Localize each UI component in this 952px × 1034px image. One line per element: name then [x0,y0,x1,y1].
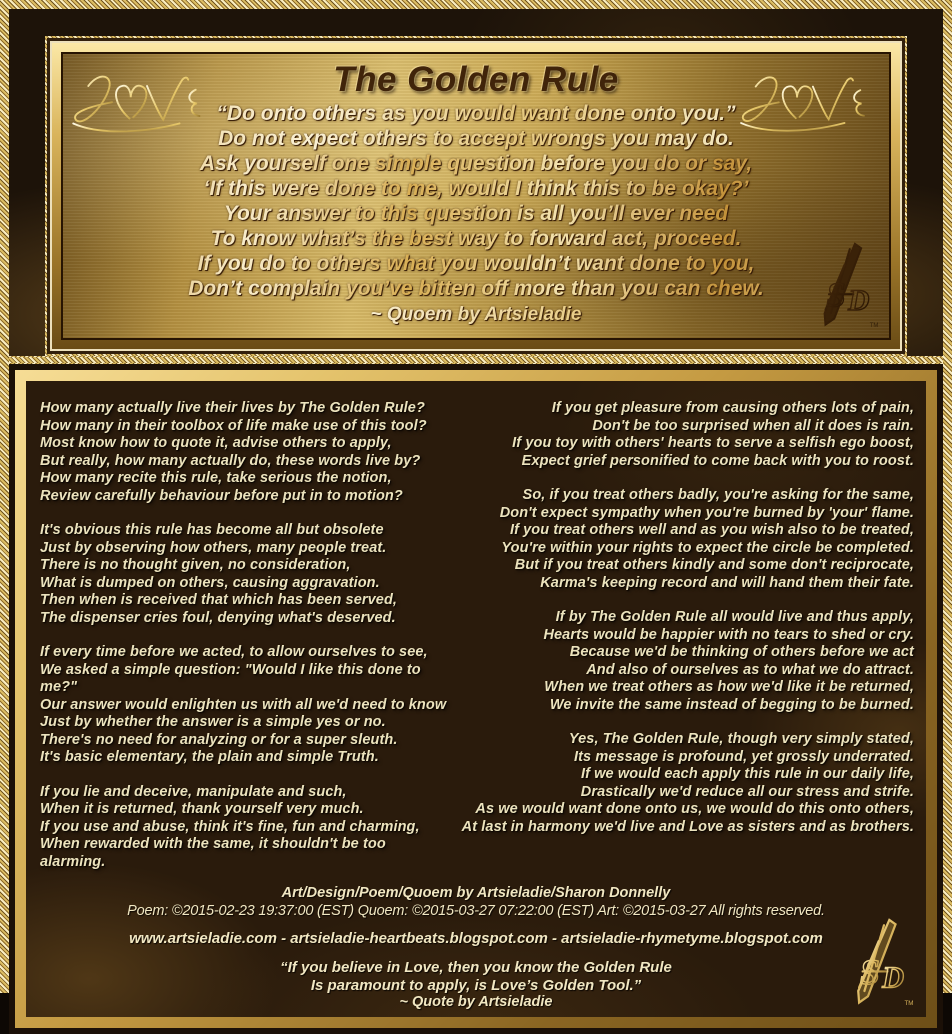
poem-line: Its message is profound, yet grossly underrated. [574,748,914,765]
poem-line: You're within your rights to expect the circle be completed. [501,539,914,556]
poem-column-right [449,400,922,871]
signature-letter-s: S [860,951,880,992]
poem-line: But if you treat others kindly and some don't reciprocate, [514,557,914,573]
footer-credit: Art/Design/Poem/Quoem by Artsieladie/Sharon Donnelly [281,885,671,901]
plaque-gold-frame [52,43,900,349]
stanza [449,609,914,714]
footer-links[interactable]: www.artsieladie.com - artsieladie-heartbeats.blogspot.com - artsieladie-rhymetyme.blogspot.com [129,930,823,947]
poem-line: If you use and abuse, think it's fine, fun and charming, [40,818,420,835]
poem-line: There's no need for analyzing or for a super sleuth. [40,731,398,748]
panel-gold-trim [15,370,937,1028]
signature-trademark: TM [869,323,879,330]
stanza [40,784,449,872]
poem-line: Don’t complain you’ve bitten off more than you can chew. [63,276,889,301]
poem-line: ‘If this were done to me, would I think this to be okay?’ [63,176,889,201]
poem-area [26,381,926,1017]
poem-line: Ask yourself one simple question before you do or say, [63,151,889,176]
signature-trademark: TM [904,1000,914,1008]
poem-line: If you get pleasure from causing others lots of pain, [551,400,914,416]
stanza [449,487,914,592]
poem-line: If you lie and deceive, manipulate and such, [40,783,347,800]
poem-line: Then when is received that which has been served, [40,592,398,608]
signature-letter-d: D [848,284,870,317]
plaque-section [9,9,943,356]
poem-line: If by The Golden Rule all would live and thus apply, [555,609,914,625]
beaded-divider [9,357,943,363]
poem-panel [9,356,943,1034]
poem-line: It's obvious this rule has become all but obsolete [40,522,384,538]
poem-line: Do not expect others to accept wrongs you may do. [63,126,889,151]
quoem-lines [63,101,889,301]
poem-columns [30,400,922,871]
stanza [40,522,449,627]
poem-column-left [30,400,449,871]
poem-line: If you toy with others' hearts to serve a selfish ego boost, [512,435,914,451]
signature-letter-d: D [882,960,905,995]
poem-line: There is no thought given, no consideration, [40,557,351,573]
plaque-face [63,54,889,338]
poem-line: Don't expect sympathy when you're burned by 'your' flame. [499,504,914,521]
stanza [40,644,449,767]
poem-line: If every time before we acted, to allow ourselves to see, [40,644,428,660]
quoem-attribution: ~ Quoem by Artsieladie [63,303,889,327]
poem-line: It's basic elementary, the plain and simple Truth. [40,749,379,765]
artist-signature-icon [836,915,916,1011]
footer-quote-line2: Is paramount to apply, is Love’s Golden Tool.” [310,976,642,994]
poem-line: If you do to others what you wouldn’t want done to you, [63,251,889,276]
poem-line: Just by observing how others, many people treat. [40,539,387,556]
footer-quote-line1: “If you believe in Love, then you know the Golden Rule [280,959,672,976]
poem-line: When rewarded with the same, it shouldn't be too alarming. [40,836,386,870]
poem-line: Hearts would be happier with no tears to shed or cry. [543,626,914,643]
poem-line: Review carefully behaviour before put in to motion? [40,487,403,504]
poem-line: To know what’s the best way to forward act, proceed. [63,226,889,251]
poem-line: Drastically we'd reduce all our stress and strife. [580,783,914,800]
poem-line: Just by whether the answer is a simple yes or no. [40,714,386,730]
poem-line: What is dumped on others, causing aggravation. [40,574,380,591]
poem-line: Don't be too surprised when all it does is rain. [592,417,914,434]
poem-line: How many recite this rule, take serious the notion, [40,470,392,486]
poem-line: We asked a simple question: "Would I like this done to me?" [40,661,421,695]
stanza [449,731,914,836]
poem-line: Because we'd be thinking of others before we act [569,644,914,660]
poem-line: Our answer would enlighten us with all we'd need to know [40,696,447,713]
poem-line: When it is returned, thank yourself very much. [40,801,364,817]
footer-copyright: Poem: ©2015-02-23 19:37:00 (EST) Quoem: ©2015-03-27 07:22:00 (EST) Art: ©2015-03-27 All rights reserved. [127,903,825,919]
poem-line: Your answer to this question is all you’ll ever need [63,201,889,226]
poem-line: Most know how to quote it, advise others to apply, [40,435,392,451]
poem-line: And also of ourselves as to what we do attract. [586,661,914,678]
footer [30,884,922,1011]
poem-line: How many in their toolbox of life make use of this tool? [40,417,427,434]
plaque-beaded-frame [45,36,907,356]
poem-line: Karma's keeping record and will hand them their fate. [540,574,914,591]
stanza [40,400,449,505]
poem-line: When we treat others as how we'd like it be returned, [544,679,914,695]
artist-signature-plaque-icon [803,240,881,332]
poem-line: But really, how many actually do, these words live by? [40,452,421,469]
stanza [449,400,914,470]
plaque-title: The Golden Rule [333,60,619,99]
poem-line: We invite the same instead of begging to be burned. [549,696,914,713]
poem-line: As we would want done onto us, we would do this onto others, [475,801,914,817]
signature-letter-s: S [826,276,846,315]
footer-quote-attribution: ~ Quote by Artsieladie [399,994,553,1010]
poem-line: So, if you treat others badly, you're asking for the same, [522,487,914,503]
poem-line: The dispenser cries foul, denying what's deserved. [40,609,396,626]
poem-line: If we would each apply this rule in our daily life, [580,766,914,782]
poem-line: Yes, The Golden Rule, though very simply stated, [568,731,914,747]
poem-line: “Do onto others as you would want done onto you.” [63,101,889,126]
poem-line: At last in harmony we'd live and Love as sisters and as brothers. [461,818,914,835]
golden-plaque [45,36,907,356]
poem-line: Expect grief personified to come back with you to roost. [521,452,914,469]
poem-line: If you treat others well and as you wish also to be treated, [509,522,914,538]
poem-line: How many actually live their lives by The Golden Rule? [40,400,425,416]
